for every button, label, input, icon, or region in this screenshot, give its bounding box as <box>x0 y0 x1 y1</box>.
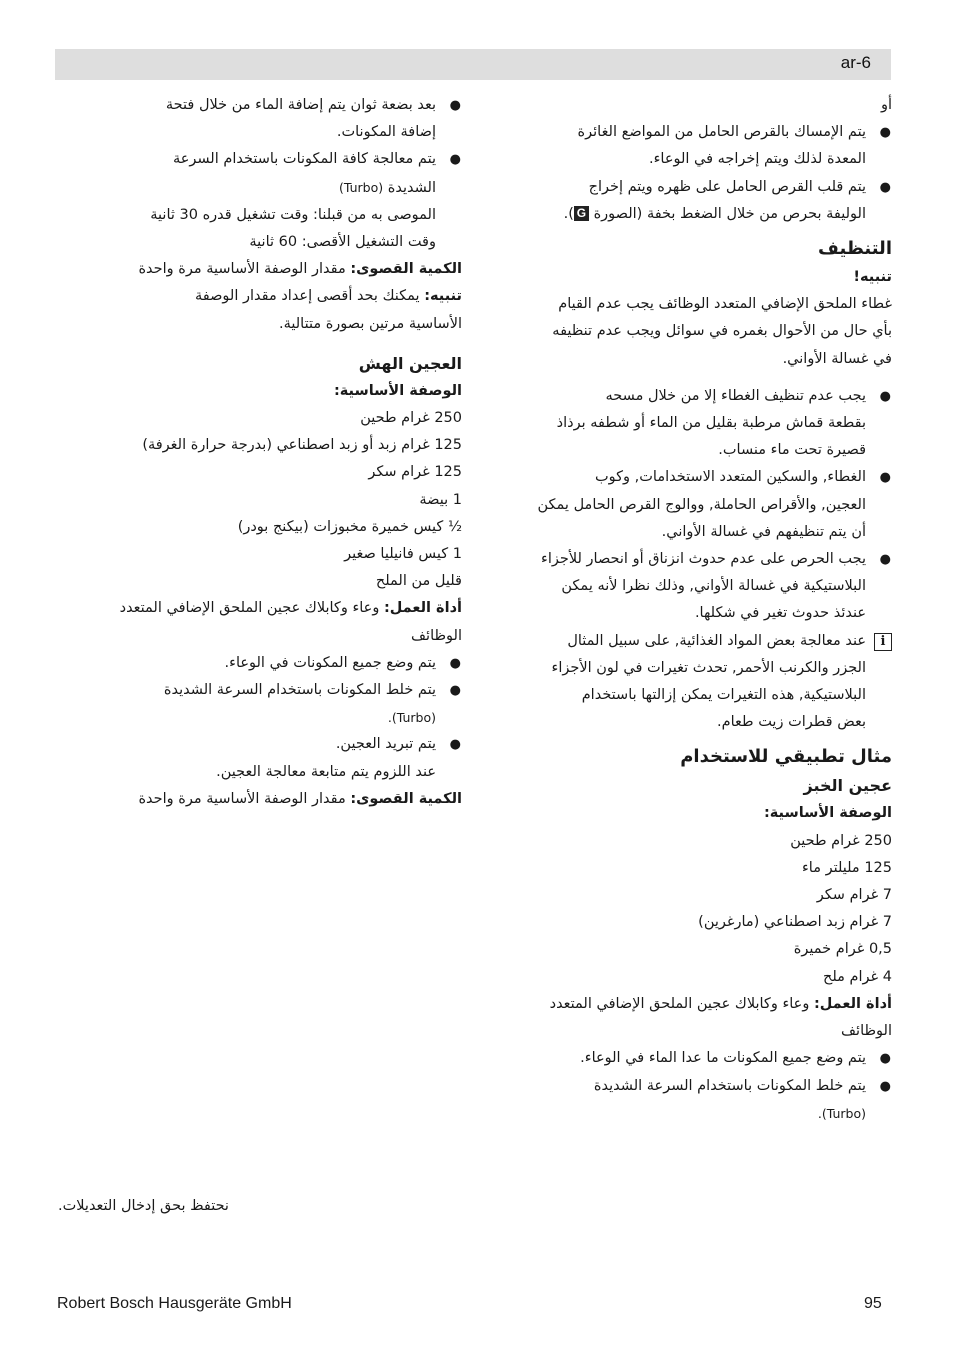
warning-line: بأي حال من الأحوال بغمره في سوائل ويجب عدم تنظيفه <box>552 323 892 340</box>
bullet-icon: ● <box>879 125 891 141</box>
bullet-icon: ● <box>449 98 461 113</box>
ingredient: 125 غرام زبد أو زبد اصطناعي (بدرجة حرارة الغرفة) <box>142 437 462 454</box>
figure-ref-icon: G <box>574 206 589 221</box>
list-item: ● يتم قلب القرص الحامل على ظهره ويتم إخراج الوليفة بحرص من خلال الضغط بخفة (الصورة G). <box>492 174 892 228</box>
recipe-title-pastry: العجين الهش <box>358 353 462 373</box>
tool-line: الوظائف <box>411 627 462 644</box>
tip-line: تنبيه: يمكنك بحد أقصى إعداد مقدار الوصفة <box>195 288 462 305</box>
max-quantity: الكمية القصوى: مقدار الوصفة الأساسية مرة واحدة <box>138 261 462 278</box>
bullet-icon: ● <box>879 552 891 568</box>
info-icon: i <box>874 633 892 651</box>
recommended-time: الموصى به من قبلنا: وقت تشغيل قدره 30 ثانية <box>150 206 436 223</box>
tool-line: أداة العمل: وعاء وكابلاك عجين الملحق الإضافي المتعدد <box>549 995 892 1012</box>
warning-line: غطاء الملحق الإضافي المتعدد الوظائف يجب عدم القيام <box>558 296 892 313</box>
ingredient: قليل من الملح <box>375 573 462 590</box>
header-bar <box>55 49 891 80</box>
section-heading-example: مثال تطبيقي للاستخدام <box>680 746 892 768</box>
bullet-icon: ● <box>879 1078 891 1094</box>
ingredient: 0,5 غرام خميرة <box>793 941 892 958</box>
right-column <box>492 92 892 1127</box>
ingredients-label: الوصفة الأساسية: <box>333 382 462 399</box>
list-item: ● يتم وضع جميع المكونات في الوعاء. <box>78 650 462 677</box>
ingredient: 250 غرام طحين <box>360 410 462 427</box>
bullet-icon: ● <box>449 655 461 671</box>
bullet-icon: ● <box>449 683 461 699</box>
left-column <box>78 92 462 813</box>
ingredient: ½ كيس خميرة مخبوزات (بيكنج بودر) <box>237 518 462 535</box>
bullet-icon: ● <box>879 179 891 195</box>
max-time: وقت التشغيل الأقصى: 60 ثانية <box>249 234 436 251</box>
list-item: ● يجب الحرص على عدم حدوث انزناق أو انحصار للأجزاء البلاستيكية في غسالة الأواني, وذلك نظرا لأنه يمكن عندئذ حدوث تغير في شكلها. <box>492 546 892 628</box>
recipe-title-bread: عجين الخبز <box>803 776 892 796</box>
max-quantity: الكمية القصوى: مقدار الوصفة الأساسية مرة واحدة <box>138 790 462 807</box>
section-heading-cleaning: التنظيف <box>818 238 892 260</box>
bullet-icon: ● <box>449 152 461 168</box>
warning-label: تنبيه! <box>853 269 892 286</box>
ingredient: 1 كيس فانيليا صغير <box>344 546 462 563</box>
bullet-icon: ● <box>879 1051 891 1067</box>
list-item: ● يتم خلط المكونات باستخدام السرعة الشديدة (Turbo). <box>78 677 462 731</box>
footer-company: Robert Bosch Hausgeräte GmbH <box>57 1295 292 1312</box>
ingredient: 7 غرام سكر <box>816 887 892 904</box>
ingredient: 7 غرام زبد اصطناعي (مارغرين) <box>698 914 892 931</box>
ingredient: 125 مليلتر ماء <box>801 859 892 876</box>
list-item: ● يتم خلط المكونات باستخدام السرعة الشديدة (Turbo). <box>492 1073 892 1127</box>
tool-line: أداة العمل: وعاء وكابلاك عجين الملحق الإضافي المتعدد <box>119 600 462 617</box>
tip-line: الأساسية مرتين بصورة متتالية. <box>278 315 462 332</box>
footer-note: نحتفظ بحق إدخال التعديلات. <box>58 1198 229 1214</box>
list-item: ● يتم تبريد العجين. عند اللزوم يتم متابعة معالجة العجين. <box>78 731 462 785</box>
list-item: ● يتم وضع جميع المكونات ما عدا الماء في الوعاء. <box>492 1045 892 1072</box>
list-item: ● يتم الإمساك بالقرص الحامل من المواضع الغائرة المعدة لذلك ويتم إخراجه في الوعاء. <box>492 119 892 173</box>
page-code: ar-6 <box>840 53 871 72</box>
ingredients-label: الوصفة الأساسية: <box>763 805 892 822</box>
warning-line: في غسالة الأواني. <box>782 350 892 367</box>
ingredient: 1 بيضة <box>419 491 462 508</box>
list-item: ● بعد بضعة ثوان يتم إضافة الماء من خلال فتحة إضافة المكونات. <box>78 92 462 146</box>
info-note: i عند معالجة بعض المواد الغذائية, على سبيل المثال الجزر والكرنب الأحمر, تحدث تغيرات في لون الأجزاء البلاستيكية, هذه التغيرات يمكن إزالتها باستخدام بعض قطرات زيت طعام. <box>492 628 892 737</box>
bullet-icon: ● <box>879 470 891 486</box>
list-item: ● يتم معالجة كافة المكونات باستخدام السرعة الشديدة (Turbo) <box>78 146 462 201</box>
bullet-icon: ● <box>879 388 891 404</box>
list-item: ● يجب عدم تنظيف الغطاء إلا من خلال مسحه بقطعة قماش مرطبة بقليل من الماء أو شطفه برذاذ قصيرة تحت ماء منساب. <box>492 383 892 465</box>
list-item: ● الغطاء, والسكين المتعدد الاستخدامات, وكوب العجين, والأقراص الحاملة, ووالوج القرص الحامل يمكن أن يتم تنظيفهم في غسالة الأواني. <box>492 464 892 546</box>
intro-word: أو <box>880 97 892 113</box>
tool-line: الوظائف <box>841 1023 892 1040</box>
page-number: 95 <box>864 1295 882 1312</box>
ingredient: 250 غرام طحين <box>790 832 892 849</box>
ingredient: 125 غرام سكر <box>368 464 462 481</box>
ingredient: 4 غرام ملح <box>823 968 892 985</box>
bullet-icon: ● <box>449 737 461 753</box>
